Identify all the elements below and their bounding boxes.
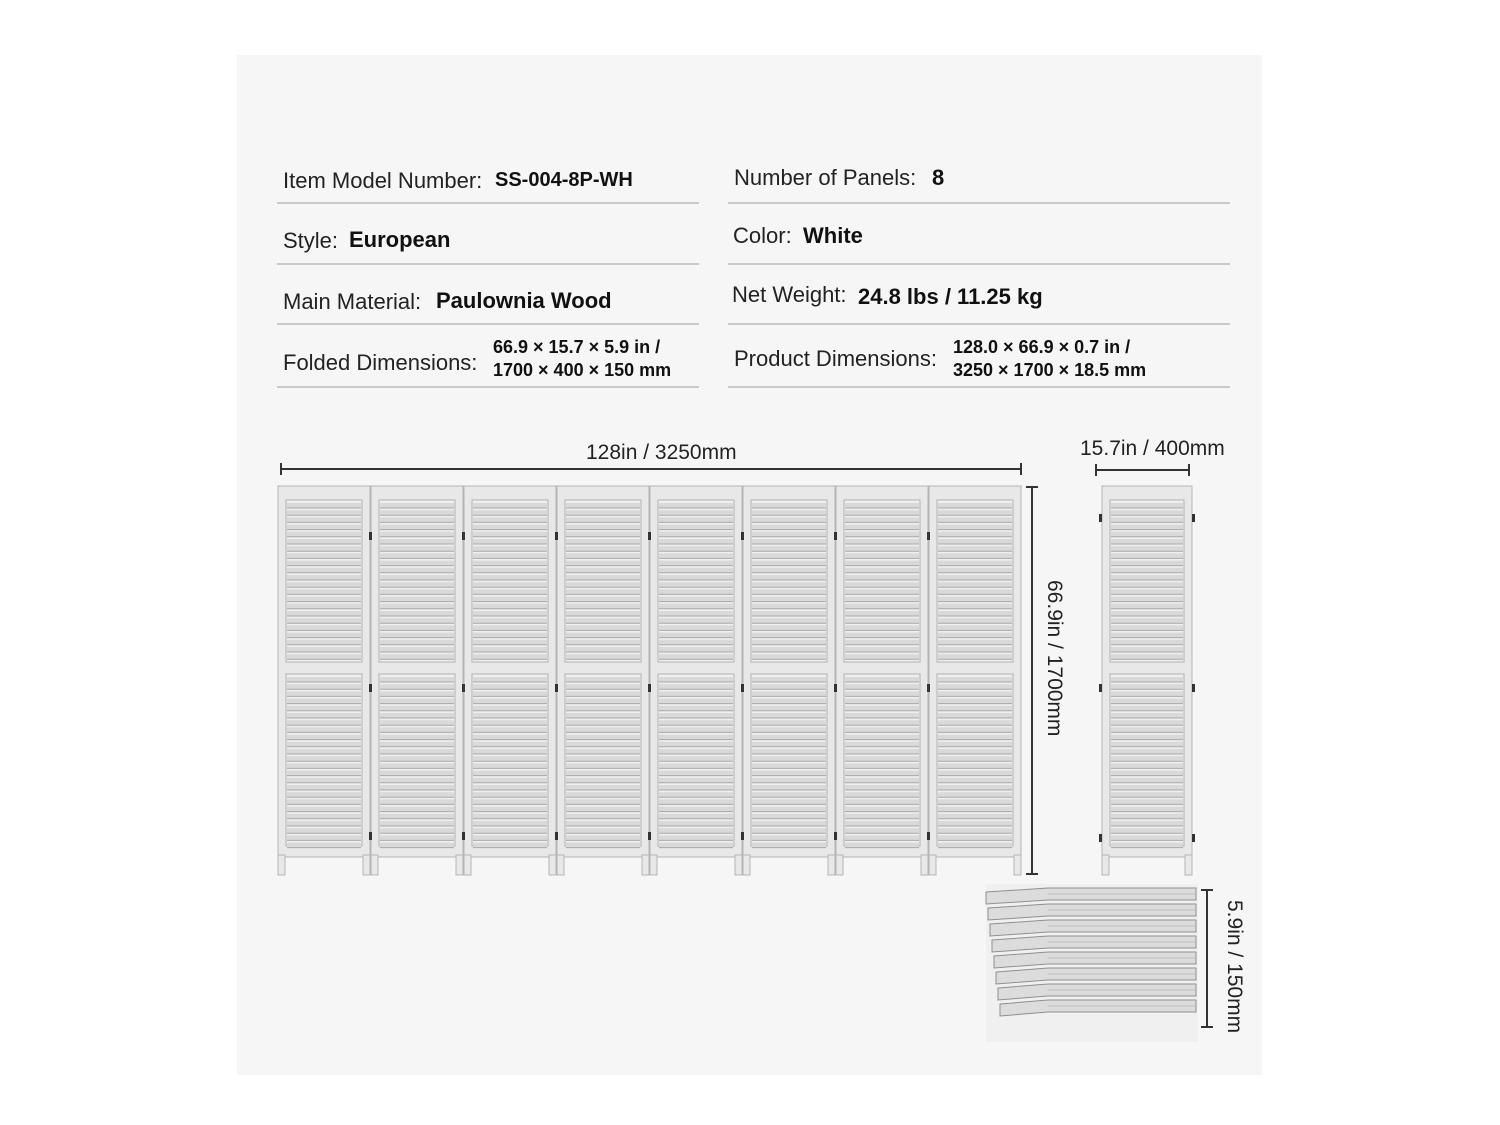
spec-value: Paulownia Wood — [436, 288, 612, 313]
room-divider-8-panel-image — [275, 484, 1025, 879]
spec-row-model-number — [277, 155, 699, 204]
hinge — [555, 532, 558, 540]
hinge — [834, 532, 837, 540]
spec-value-line1: 128.0 × 66.9 × 0.7 in / — [953, 337, 1131, 357]
spec-row-material — [277, 276, 699, 325]
hinge — [834, 684, 837, 692]
spec-label: Item Model Number: — [283, 168, 483, 193]
hinge — [462, 832, 465, 840]
hinge — [462, 532, 465, 540]
spec-value-line2: 3250 × 1700 × 18.5 mm — [953, 360, 1147, 380]
spec-row-style — [277, 215, 699, 265]
spec-row-folded-dimensions — [277, 334, 699, 388]
hinge — [369, 684, 372, 692]
panel-width-dimension-label: 15.7in / 400mm — [1080, 437, 1225, 460]
spec-row-number-of-panels — [728, 155, 1230, 204]
screen-panel — [464, 486, 556, 875]
screen-panel — [929, 486, 1021, 875]
spec-label: Color: — [733, 223, 792, 248]
spec-label: Number of Panels: — [734, 165, 917, 190]
screen-panel — [836, 486, 928, 875]
hinge — [1192, 834, 1195, 842]
hinge — [555, 684, 558, 692]
spec-label: Main Material: — [283, 289, 422, 314]
spec-label: Style: — [283, 228, 339, 253]
spec-value: SS-004-8P-WH — [495, 169, 633, 191]
hinge — [927, 532, 930, 540]
hinge — [927, 832, 930, 840]
height-dimension-label: 66.9in / 1700mm — [1043, 580, 1066, 737]
single-panel-image — [1097, 484, 1197, 879]
spec-value-line1: 66.9 × 15.7 × 5.9 in / — [493, 337, 661, 357]
spec-value: White — [803, 223, 863, 248]
hinge — [741, 832, 744, 840]
hinge — [369, 532, 372, 540]
spec-value-line2: 1700 × 400 × 150 mm — [493, 360, 672, 380]
spec-label: Folded Dimensions: — [283, 350, 478, 375]
spec-value: 8 — [932, 165, 945, 190]
hinge — [741, 684, 744, 692]
hinge — [648, 832, 651, 840]
spec-value: 24.8 lbs / 11.25 kg — [858, 284, 1043, 309]
screen-panel — [650, 486, 742, 875]
spec-value: European — [349, 227, 451, 252]
screen-panel — [743, 486, 835, 875]
hinge — [834, 832, 837, 840]
screen-panel — [371, 486, 463, 875]
folded-panels-image — [986, 884, 1198, 1042]
hinge — [741, 532, 744, 540]
folded-thickness-dimension-label: 5.9in / 150mm — [1223, 900, 1246, 1034]
width-dimension-label: 128in / 3250mm — [586, 441, 737, 464]
hinge — [1099, 514, 1102, 522]
spec-row-net-weight — [728, 276, 1230, 325]
hinge — [1192, 514, 1195, 522]
single-panel — [1102, 486, 1192, 875]
hinge — [369, 832, 372, 840]
spec-row-color — [728, 215, 1230, 265]
hinge — [648, 532, 651, 540]
spec-label: Net Weight: — [732, 282, 847, 307]
hinge — [555, 832, 558, 840]
hinge — [462, 684, 465, 692]
screen-panel — [278, 486, 370, 875]
screen-panel — [557, 486, 649, 875]
hinge — [1099, 684, 1102, 692]
hinge — [1099, 834, 1102, 842]
hinge — [648, 684, 651, 692]
spec-row-product-dimensions — [728, 334, 1230, 388]
hinge — [1192, 684, 1195, 692]
spec-label: Product Dimensions: — [734, 346, 937, 371]
hinge — [927, 684, 930, 692]
